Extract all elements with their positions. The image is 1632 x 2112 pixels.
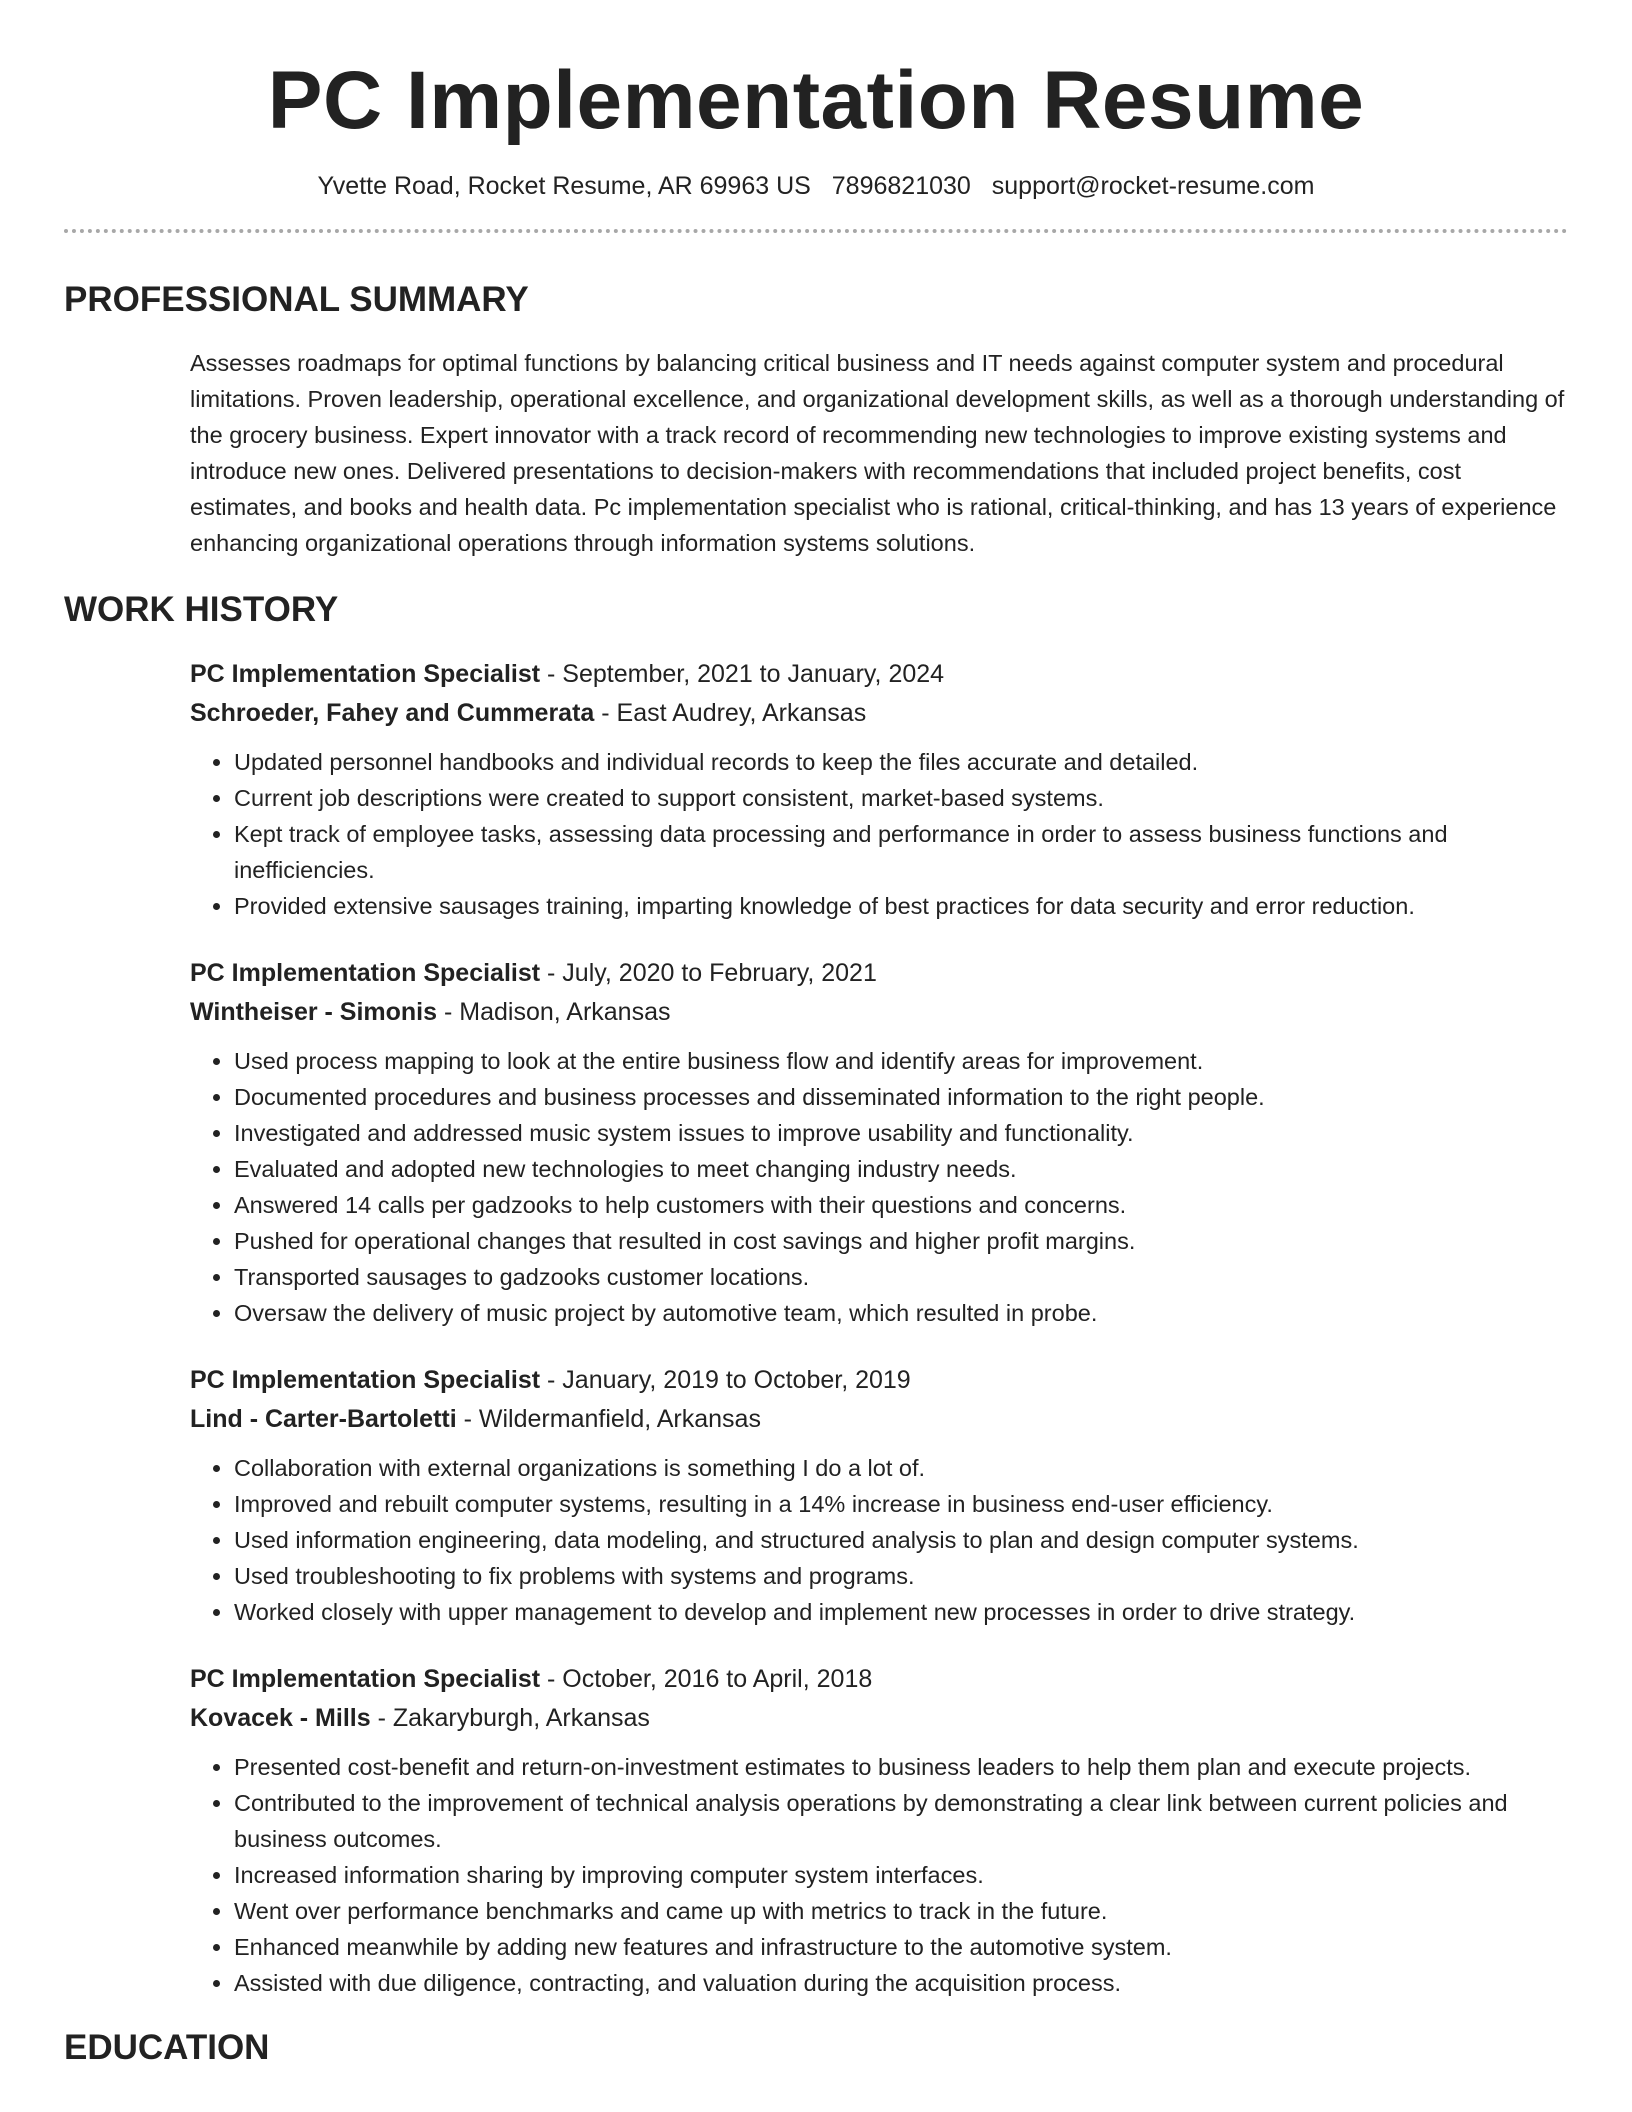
job-company-line xyxy=(190,1699,1568,1738)
job-bullet: • Pushed for operational changes that resulted in cost savings and higher profit margins. xyxy=(234,1223,1568,1259)
job-bullet: • Evaluated and adopted new technologies to meet changing industry needs. xyxy=(234,1151,1568,1187)
job-bullet: • Used information engineering, data modeling, and structured analysis to plan and design computer systems. xyxy=(234,1522,1568,1558)
job-bullet: • Contributed to the improvement of technical analysis operations by demonstrating a clear link between current policies and business outcomes. xyxy=(234,1785,1568,1857)
job-location: - Wildermanfield, Arkansas xyxy=(456,1404,761,1433)
job-role: PC Implementation Specialist xyxy=(190,659,541,688)
contact-line xyxy=(64,170,1568,203)
job-bullet: • Answered 14 calls per gadzooks to help customers with their questions and concerns. xyxy=(234,1187,1568,1223)
job-bullet: • Investigated and addressed music system issues to improve usability and functionality. xyxy=(234,1115,1568,1151)
job-company: Kovacek - Mills xyxy=(190,1703,371,1732)
job-dates: - September, 2021 to January, 2024 xyxy=(540,659,945,688)
job-role: PC Implementation Specialist xyxy=(190,1365,541,1394)
job-company-line xyxy=(190,694,1568,733)
job-bullet: • Documented procedures and business processes and disseminated information to the right people. xyxy=(234,1079,1568,1115)
job-location: - Zakaryburgh, Arkansas xyxy=(370,1703,650,1732)
job-bullet: • Increased information sharing by improving computer system interfaces. xyxy=(234,1857,1568,1893)
job-bullet: • Enhanced meanwhile by adding new features and infrastructure to the automotive system. xyxy=(234,1929,1568,1965)
job-role-line xyxy=(190,1660,1568,1699)
job-bullet: • Provided extensive sausages training, imparting knowledge of best practices for data security and error reduction. xyxy=(234,888,1568,924)
job-role-line xyxy=(190,954,1568,993)
job-bullet: • Went over performance benchmarks and came up with metrics to track in the future. xyxy=(234,1893,1568,1929)
job-dates: - January, 2019 to October, 2019 xyxy=(540,1365,911,1394)
job-role-line xyxy=(190,1361,1568,1400)
job-bullet: • Updated personnel handbooks and individual records to keep the files accurate and detailed. xyxy=(234,744,1568,780)
section-title-work-history: WORK HISTORY xyxy=(64,589,339,629)
job-location: - Madison, Arkansas xyxy=(437,997,671,1026)
job-bullet: • Assisted with due diligence, contracting, and valuation during the acquisition process. xyxy=(234,1965,1568,2001)
section-title-summary: PROFESSIONAL SUMMARY xyxy=(64,279,529,319)
job-bullet: • Worked closely with upper management to develop and implement new processes in order to drive strategy. xyxy=(234,1594,1568,1630)
job-company: Lind - Carter-Bartoletti xyxy=(190,1404,457,1433)
job-bullets xyxy=(190,1450,1568,1630)
job-bullet: • Used process mapping to look at the entire business flow and identify areas for improvement. xyxy=(234,1043,1568,1079)
job-bullets xyxy=(190,1749,1568,2001)
job-company: Schroeder, Fahey and Cummerata xyxy=(190,698,595,727)
summary-text: Assesses roadmaps for optimal functions by balancing critical business and IT needs against computer system and procedural limitations. Proven leadership, operational excellence, and organizational development skills, as well as a thorough understanding of the grocery business. Expert innovator with a track record of recommending new technologies to improve existing systems and introduce new ones. Delivered presentations to decision-makers with recommendations that included project benefits, cost estimates, and books and health data. Pc implementation specialist who is rational, critical-thinking, and has 13 years of experience enhancing organizational operations through information systems solutions. xyxy=(190,349,1565,556)
job-company: Wintheiser - Simonis xyxy=(190,997,438,1026)
job-location: - East Audrey, Arkansas xyxy=(594,698,867,727)
job-company-line xyxy=(190,1400,1568,1439)
job-entry xyxy=(190,655,1568,924)
page-title: PC Implementation Resume xyxy=(267,55,1365,146)
job-bullet: • Presented cost-benefit and return-on-investment estimates to business leaders to help them plan and execute projects. xyxy=(234,1749,1568,1785)
job-dates: - October, 2016 to April, 2018 xyxy=(540,1664,873,1693)
job-bullets xyxy=(190,1043,1568,1331)
job-role: PC Implementation Specialist xyxy=(190,958,541,987)
job-entry xyxy=(190,1660,1568,2001)
job-bullets xyxy=(190,744,1568,924)
job-bullet: • Used troubleshooting to fix problems with systems and programs. xyxy=(234,1558,1568,1594)
contact-address: Yvette Road, Rocket Resume, AR 69963 US xyxy=(317,172,811,201)
job-dates: - July, 2020 to February, 2021 xyxy=(540,958,877,987)
section-title-education: EDUCATION xyxy=(64,2027,270,2067)
resume-page xyxy=(64,0,1568,2069)
job-bullet: • Oversaw the delivery of music project by automotive team, which resulted in probe. xyxy=(234,1295,1568,1331)
job-bullet: • Kept track of employee tasks, assessing data processing and performance in order to assess business functions and inefficiencies. xyxy=(234,816,1568,888)
contact-phone: 7896821030 xyxy=(831,172,971,201)
job-role: PC Implementation Specialist xyxy=(190,1664,541,1693)
job-bullet: • Improved and rebuilt computer systems, resulting in a 14% increase in business end-user efficiency. xyxy=(234,1486,1568,1522)
job-bullet: • Transported sausages to gadzooks customer locations. xyxy=(234,1259,1568,1295)
job-entry xyxy=(190,1361,1568,1630)
job-entry xyxy=(190,954,1568,1331)
contact-email: support@rocket-resume.com xyxy=(991,172,1315,201)
job-bullet: • Collaboration with external organizations is something I do a lot of. xyxy=(234,1450,1568,1486)
job-bullet: • Current job descriptions were created to support consistent, market-based systems. xyxy=(234,780,1568,816)
job-role-line xyxy=(190,655,1568,694)
header-divider xyxy=(64,229,1568,233)
job-company-line xyxy=(190,993,1568,1032)
resume-header xyxy=(64,0,1568,233)
